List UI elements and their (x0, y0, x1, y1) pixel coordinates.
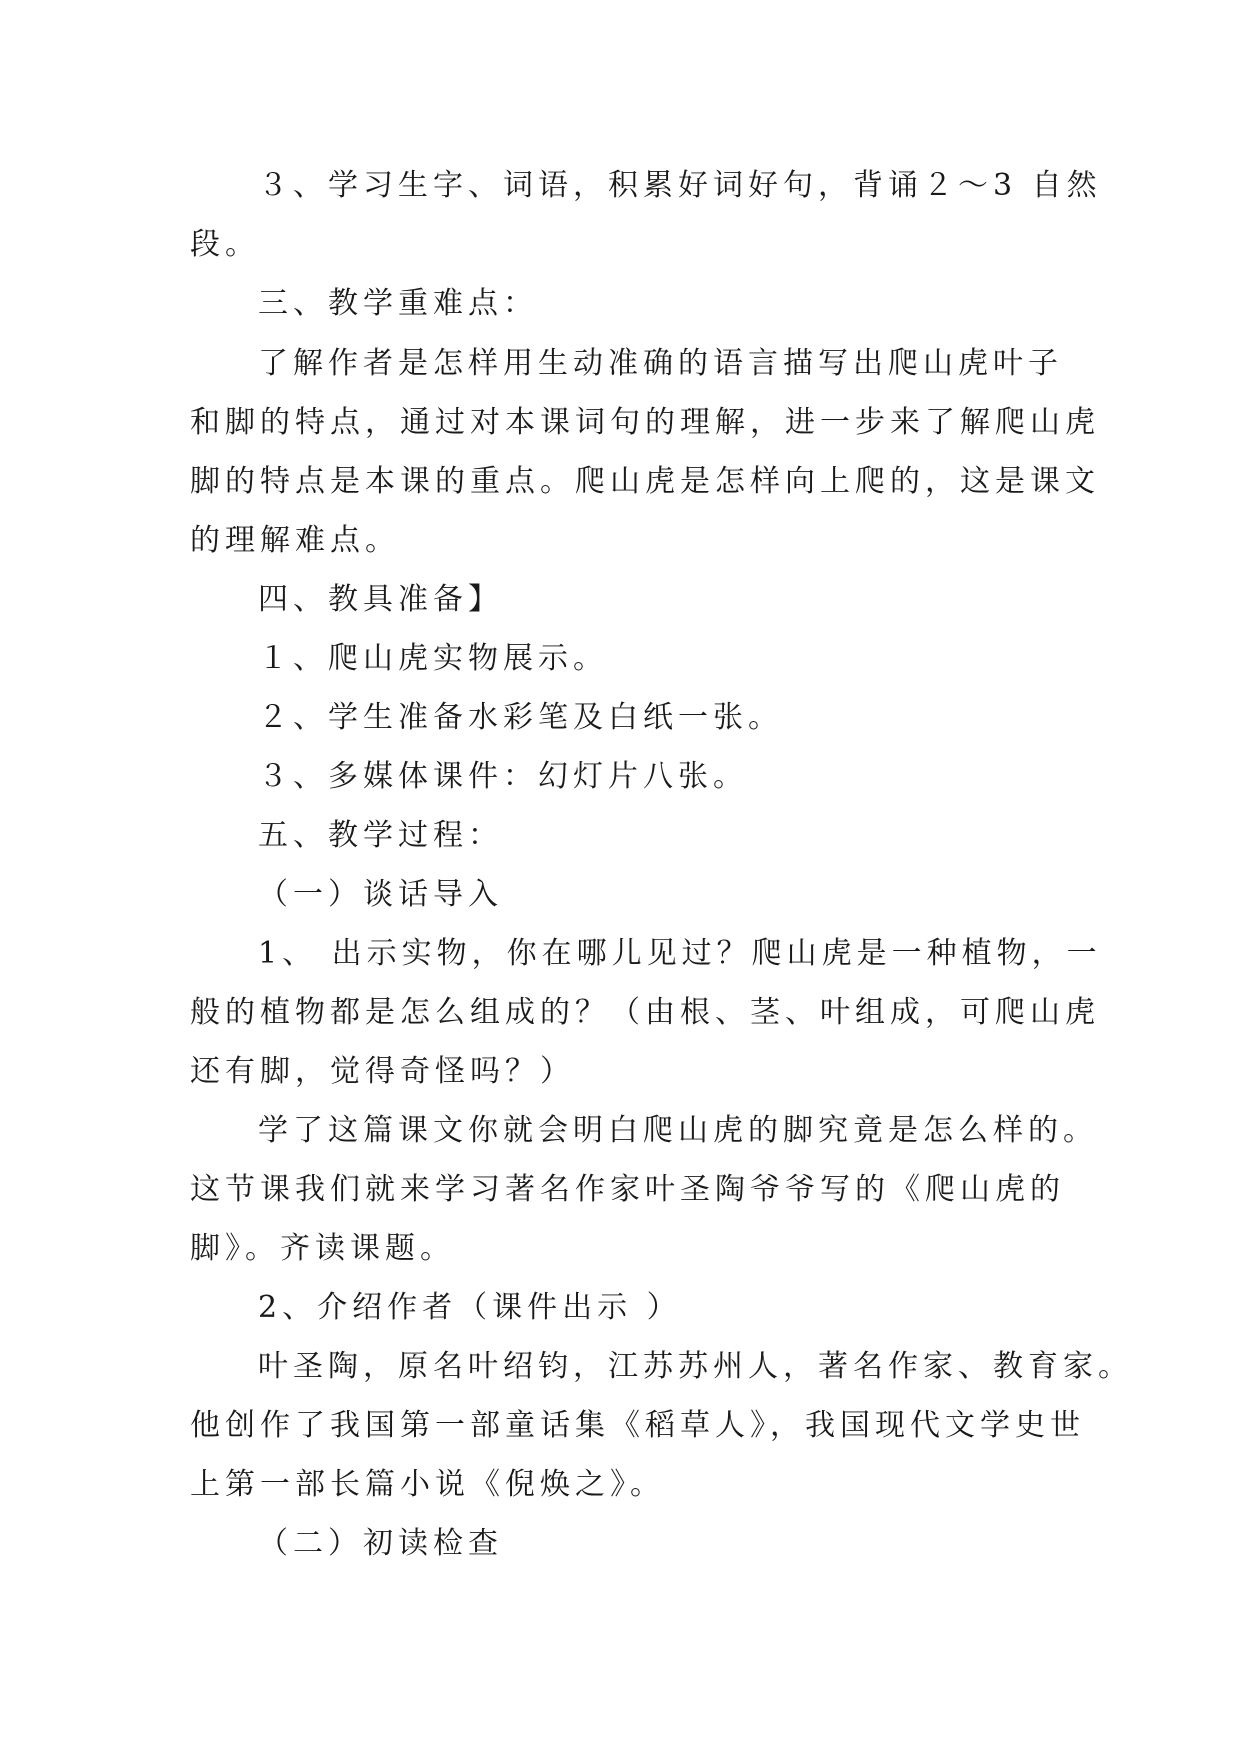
text-line: 和脚的特点，通过对本课词句的理解，进一步来了解爬山虎 (190, 405, 1100, 440)
text-line: 的理解难点。 (190, 523, 400, 558)
subsection-heading: （一）谈话导入 (258, 877, 503, 912)
section-heading: 三、教学重难点： (258, 286, 538, 321)
list-item: １、爬山虎实物展示。 (258, 641, 608, 676)
text-line: 他创作了我国第一部童话集《稻草人》，我国现代文学史世 (190, 1408, 1085, 1443)
text-line: 脚》。齐读课题。 (190, 1231, 455, 1266)
section-heading: 五、教学过程： (258, 818, 503, 853)
subsection-heading: （二）初读检查 (258, 1526, 503, 1561)
text-line: 段。 (190, 227, 260, 262)
section-heading: 四、教具准备】 (258, 582, 503, 617)
text-line: 这节课我们就来学习著名作家叶圣陶爷爷写的《爬山虎的 (190, 1172, 1065, 1207)
list-item: ３、多媒体课件：幻灯片八张。 (258, 759, 748, 794)
text-line: 还有脚，觉得奇怪吗？） (190, 1054, 575, 1089)
list-item: ２、学生准备水彩笔及白纸一张。 (258, 700, 783, 735)
text-line: 上第一部长篇小说《倪焕之》。 (190, 1467, 665, 1502)
text-line: ３、学习生字、词语，积累好词好句，背诵２～3 自然 (258, 168, 1102, 203)
text-line: 了解作者是怎样用生动准确的语言描写出爬山虎叶子 (258, 346, 1063, 381)
text-line: 1、 出示实物，你在哪儿见过？爬山虎是一种植物，一 (258, 936, 1102, 971)
text-line: 2、介绍作者（课件出示 ） (258, 1290, 682, 1325)
text-line: 学了这篇课文你就会明白爬山虎的脚究竟是怎么样的。 (258, 1113, 1098, 1148)
text-line: 脚的特点是本课的重点。爬山虎是怎样向上爬的，这是课文 (190, 464, 1100, 499)
text-line: 般的植物都是怎么组成的？（由根、茎、叶组成，可爬山虎 (190, 995, 1100, 1030)
text-line: 叶圣陶，原名叶绍钧，江苏苏州人，著名作家、教育家。 (258, 1349, 1133, 1384)
